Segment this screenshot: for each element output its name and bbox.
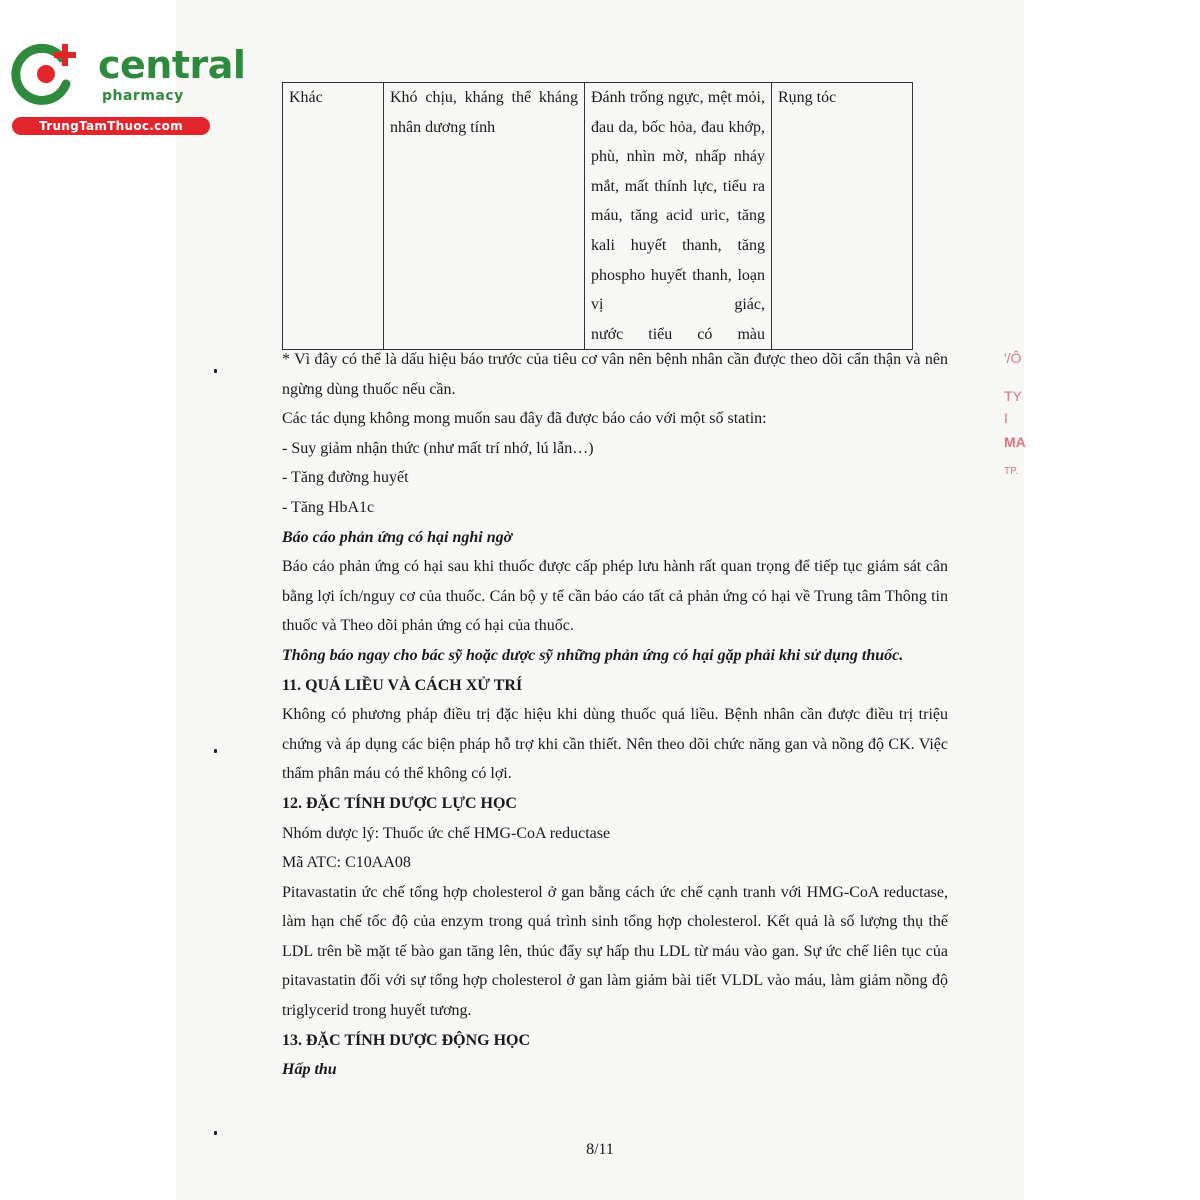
list-item: - Tăng đường huyết — [282, 469, 409, 487]
section-11-title: 11. QUÁ LIỀU VÀ CÁCH XỬ TRÍ — [282, 676, 523, 694]
table-cell-label: Khác — [283, 83, 384, 350]
table-cell-col3 — [585, 83, 772, 350]
section-13-subheading: Hấp thu — [282, 1061, 337, 1079]
list-item: - Suy giảm nhận thức (như mất trí nhớ, lú lẫn…) — [282, 439, 594, 457]
pharmacologic-group: Nhóm dược lý: Thuốc ức chế HMG-CoA reductase — [282, 824, 611, 842]
stamp-text: '/Ô — [1004, 350, 1022, 366]
stamp-text: MA — [1004, 434, 1026, 450]
scan-mark — [214, 1131, 217, 1135]
section-12-title: 12. ĐẶC TÍNH DƯỢC LỰC HỌC — [282, 794, 517, 812]
brand-name: central — [98, 43, 246, 87]
col3-text: Đánh trống ngực, mệt mỏi, đau da, bốc hỏa, đau khớp, phù, nhìn mờ, nhấp nháy mắt, mất thính lực, tiểu ra máu, tăng acid uric, tăng kali huyết thanh, tăng phospho huyết thanh, loạn vị giác, — [591, 89, 765, 314]
scan-mark — [214, 369, 217, 373]
report-paragraph: Báo cáo phản ứng có hại sau khi thuốc được cấp phép lưu hành rất quan trọng để tiếp tục giám sát cân bằng lợi ích/nguy cơ của thuốc. Cán bộ y tế cần báo cáo tất cả phản ứng có hại về Trung tâm Thông tin thuốc và Theo dõi phản ứng có hại của thuốc. — [282, 558, 948, 635]
adverse-reactions-table — [282, 82, 913, 350]
report-heading: Báo cáo phản ứng có hại nghi ngờ — [282, 528, 513, 546]
stamp-text: I — [1004, 410, 1008, 426]
notify-line: Thông báo ngay cho bác sỹ hoặc dược sỹ những phản ứng có hại gặp phải khi sử dụng thuốc. — [282, 646, 904, 664]
statin-intro: Các tác dụng không mong muốn sau đây đã được báo cáo với một số statin: — [282, 410, 767, 428]
brand-tagline: pharmacy — [102, 88, 184, 104]
section-12-paragraph: Pitavastatin ức chế tổng hợp cholesterol ở gan bằng cách ức chế cạnh tranh với HMG-CoA reductase, làm hạn chế tốc độ của enzym trong quá trình sinh tổng hợp cholesterol. Kết quả là số lượng thụ thể LDL trên bề mặt tế bào gan tăng lên, thúc đẩy sự hấp thu LDL từ máu vào gan. Sự ức chế liên tục của pitavastatin đối với sự tổng hợp cholesterol ở gan làm giảm bài tiết VLDL vào máu, làm giảm nồng độ triglycerid trong huyết tương. — [282, 883, 948, 1020]
pharmacy-logo-icon — [10, 38, 82, 110]
table-row — [283, 83, 913, 350]
central-pharmacy-logo[interactable] — [10, 38, 246, 138]
document-body — [282, 345, 948, 1085]
section-11-paragraph: Không có phương pháp điều trị đặc hiệu khi dùng thuốc quá liều. Bệnh nhân cần được điều trị triệu chứng và áp dụng các biện pháp hỗ trợ khi cần thiết. Nên theo dõi chức năng gan và nồng độ CK. Việc thẩm phân máu có thể không có lợi. — [282, 706, 948, 783]
list-item: - Tăng HbA1c — [282, 498, 375, 516]
atc-code: Mã ATC: C10AA08 — [282, 854, 411, 872]
stamp-text: TY — [1004, 388, 1022, 404]
footnote: * Vì đây có thể là dấu hiệu báo trước của tiêu cơ vân nên bệnh nhân cần được theo dõi cẩn thận và nên ngừng dùng thuốc nếu cần. — [282, 351, 948, 398]
brand-site[interactable]: TrungTamThuoc.com — [12, 117, 210, 135]
table-cell-col4: Rụng tóc — [772, 83, 913, 350]
stamp-fragment — [1002, 350, 1028, 490]
col3-last-line: nước tiểu có màu — [591, 325, 765, 343]
page-number: 8/11 — [586, 1141, 614, 1158]
section-13-title: 13. ĐẶC TÍNH DƯỢC ĐỘNG HỌC — [282, 1031, 531, 1049]
table-cell-col2: Khó chịu, kháng thể kháng nhân dương tính — [384, 83, 585, 350]
stamp-text: TP. — [1004, 466, 1019, 477]
scan-mark — [214, 749, 217, 753]
